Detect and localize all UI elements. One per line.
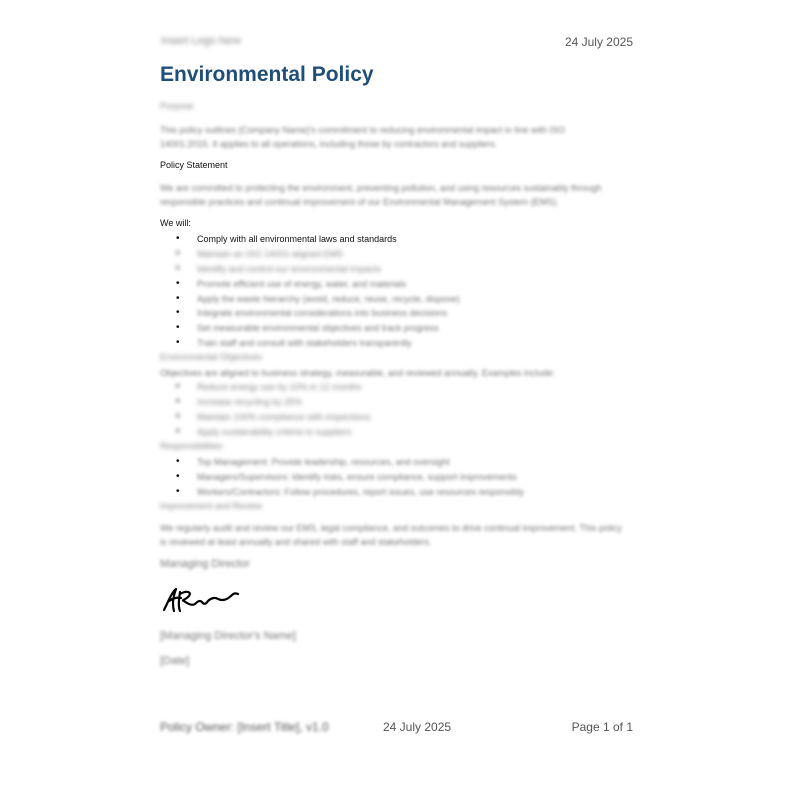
footer-document-name: Policy Owner: [Insert Title], v1.0 xyxy=(160,720,329,734)
objectives-list xyxy=(160,380,371,440)
improvement-text-line2: is reviewed at least annually and shared with staff and stakeholders. xyxy=(160,537,432,547)
signoff-name: [Managing Director's Name] xyxy=(160,630,296,642)
we-will-label: We will: xyxy=(160,218,191,228)
list-item: • Set measurable environmental objectives and track progress xyxy=(160,321,460,336)
policy-commitments-list xyxy=(160,232,460,351)
list-item: • Managers/Supervisors: Identify risks, ensure compliance, support improvements xyxy=(160,470,524,485)
list-item: • Workers/Contractors: Follow procedures, report issues, use resources responsibly xyxy=(160,485,524,500)
signoff-role: Managing Director xyxy=(160,558,250,570)
list-item: • Maintain 100% compliance with inspections xyxy=(160,410,371,425)
signature-image xyxy=(160,583,242,619)
list-item: • Integrate environmental considerations into business decisions xyxy=(160,306,460,321)
list-item: • Increase recycling by 25% xyxy=(160,395,371,410)
list-item: • Reduce energy use by 10% in 12 months xyxy=(160,380,371,395)
list-item: • Maintain an ISO 14001-aligned EMS xyxy=(160,247,460,262)
list-item: • Apply the waste hierarchy (avoid, reduce, reuse, recycle, dispose) xyxy=(160,292,460,307)
signoff-date: [Date] xyxy=(160,655,190,667)
list-item: • Promote efficient use of energy, water, and materials xyxy=(160,277,460,292)
policy-statement-heading: Policy Statement xyxy=(160,160,228,170)
page-title: Environmental Policy xyxy=(160,63,374,86)
policy-statement-line1: We are committed to protecting the environment, preventing pollution, and using resources sustainably through xyxy=(160,183,602,193)
header-date: 24 July 2025 xyxy=(564,35,633,49)
footer-page-number: Page 1 of 1 xyxy=(571,720,633,734)
list-item: • Comply with all environmental laws and standards xyxy=(160,232,460,247)
responsibilities-heading: Responsibilities xyxy=(160,441,223,451)
purpose-heading: Purpose xyxy=(160,101,194,111)
policy-statement-line2: responsible practices and continual improvement of our Environmental Management System (EMS). xyxy=(160,197,559,207)
purpose-text-line2: 14001:2015. It applies to all operations, including those by contractors and suppliers. xyxy=(160,139,498,149)
responsibilities-list xyxy=(160,455,524,500)
footer-date: 24 July 2025 xyxy=(383,720,452,734)
objectives-intro: Objectives are aligned to business strategy, measurable, and reviewed annually. Examples include: xyxy=(160,368,555,378)
list-item: • Identify and control our environmental impacts xyxy=(160,262,460,277)
objectives-heading: Environmental Objectives xyxy=(160,352,263,362)
list-item: • Top Management: Provide leadership, resources, and oversight xyxy=(160,455,524,470)
list-item: • Train staff and consult with stakeholders transparently xyxy=(160,336,460,351)
improvement-text-line1: We regularly audit and review our EMS, legal compliance, and outcomes to drive continual improvement. This policy xyxy=(160,523,622,533)
improvement-heading: Improvement and Review xyxy=(160,501,263,511)
purpose-text-line1: This policy outlines {Company Name}'s commitment to reducing environmental impact in line with ISO xyxy=(160,125,565,135)
logo-placeholder: Insert Logo here xyxy=(161,35,242,47)
list-item: • Apply sustainability criteria to suppliers xyxy=(160,425,371,440)
